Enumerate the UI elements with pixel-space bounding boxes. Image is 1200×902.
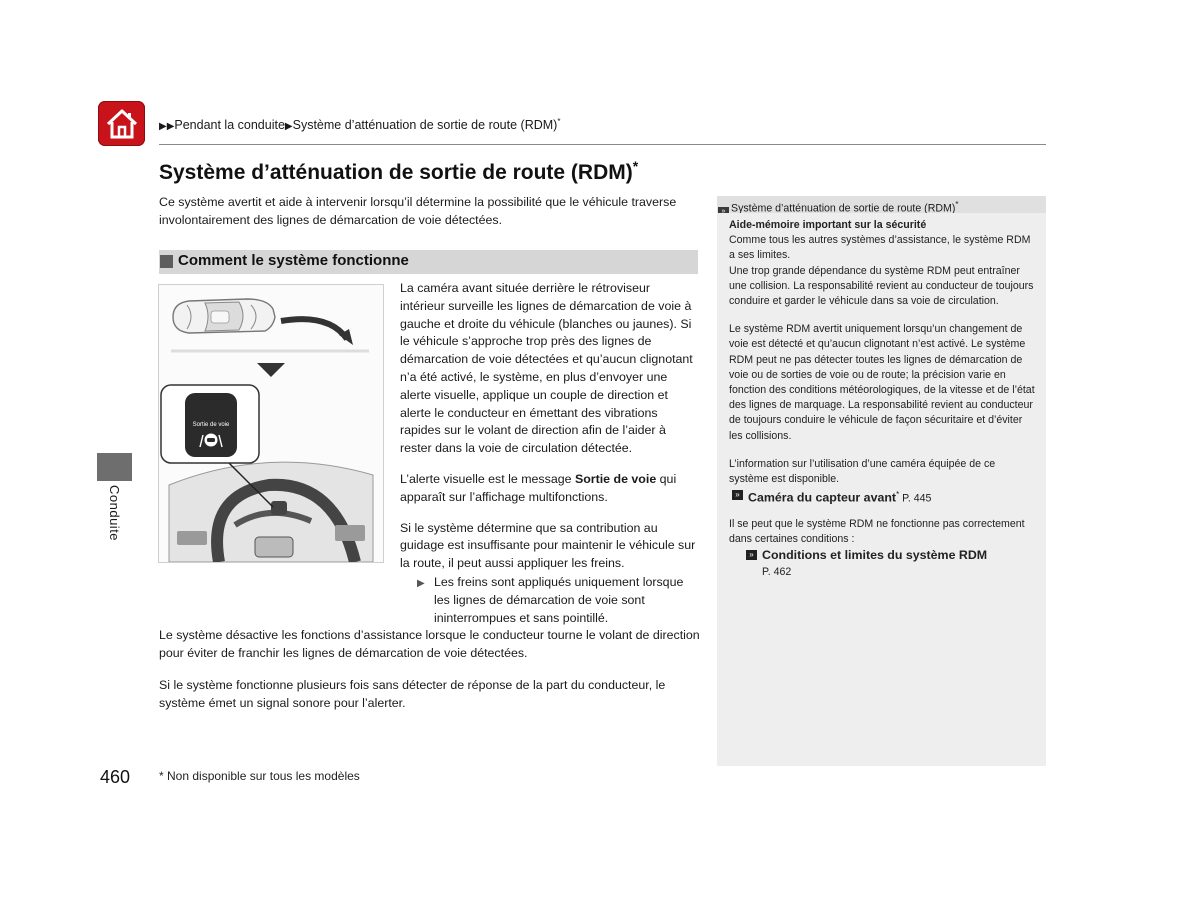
message-name: Sortie de voie xyxy=(574,471,657,486)
xref-icon: » xyxy=(732,490,743,500)
intro-paragraph: Ce système avertit et aide à intervenir lorsqu’il détermine la possibilité que le véhicule traverse involontairement des lignes de démarcation de voie détectées. xyxy=(159,195,677,227)
xref-camera-link[interactable] xyxy=(732,487,1037,507)
xref-icon: » xyxy=(718,207,729,213)
xref-camera-page[interactable]: P. 445 xyxy=(902,492,932,505)
brake-note-text: Les freins sont appliqués uniquement lorsque les lignes de démarcation de voie sont ininterrompues et sans pointillé. xyxy=(434,575,684,625)
note-arrow-icon: ▶ xyxy=(417,578,425,589)
body-paragraph-4: Le système désactive les fonctions d’assistance lorsque le conducteur tourne le volant de direction pour éviter de franchir les lignes de démarcation de voie détectées. xyxy=(159,628,700,660)
body-paragraph-2 xyxy=(400,471,698,507)
safety-text-1: Comme tous les autres systèmes d’assistance, le système RDM a ses limites. xyxy=(729,234,1031,262)
body-paragraph-1: La caméra avant située derrière le rétroviseur intérieur surveille les lignes de démarcation de voie à gauche et droite du véhicule (blanches ou jaunes). Si le véhicule s’approche trop près des lignes de démarcation de voie détectées et qu’aucun clignotant n’a été activé, le système, en plus d’envoyer une alerte visuelle, applique un couple de direction et alerte le conducteur en émettant des vibrations rapides sur le volant de direction afin de l’aider à rester dans la voie de circulation détectée. xyxy=(400,281,693,456)
rdm-illustration xyxy=(158,284,384,563)
display-text: Sortie de voie xyxy=(192,422,230,428)
sidebar-header-asterisk: * xyxy=(955,200,959,209)
body-paragraph-3: Si le système détermine que sa contribution au guidage est insuffisante pour maintenir le véhicule sur la route, il peut aussi appliquer les freins. xyxy=(400,520,696,571)
breadcrumb-arrow-icon: ▶ xyxy=(284,121,293,133)
sidebar-header xyxy=(717,196,1046,213)
header-rule xyxy=(159,144,1046,145)
xref-limits-page[interactable]: P. 462 xyxy=(762,566,792,579)
body-paragraph-2-start: L’alerte visuelle est le message xyxy=(400,471,575,486)
breadcrumb xyxy=(159,117,560,132)
page-title-asterisk: * xyxy=(632,158,639,174)
body-paragraph-2-end: qui apparaît sur l’affichage multifonctions. xyxy=(400,471,677,504)
safety-text-2: Une trop grande dépendance du système RDM peut entraîner une collision. La responsabilité revient au conducteur de toujours conduire et garder le véhicule dans sa voie de circulation. xyxy=(729,264,1034,308)
home-button[interactable] xyxy=(98,101,145,146)
section-square-icon xyxy=(160,255,173,268)
rdm-diagram xyxy=(159,285,383,562)
breadcrumb-arrow-icon: ▶▶ xyxy=(159,121,175,133)
dashboard xyxy=(169,462,373,562)
breadcrumb-item-1[interactable]: Pendant la conduite xyxy=(174,118,285,133)
breadcrumb-item-2[interactable]: Système d’atténuation de sortie de route (RDM) xyxy=(292,118,558,133)
body-paragraph-5: Si le système fonctionne plusieurs fois sans détecter de réponse de la part du conducteur, le système émet un signal sonore pour l’alerter. xyxy=(159,678,666,710)
brake-note xyxy=(417,574,699,627)
page-title xyxy=(159,158,638,185)
camera-info: L’information sur l’utilisation d’une caméra équipée de ce système est disponible. xyxy=(729,457,996,486)
breadcrumb-asterisk: * xyxy=(557,117,561,126)
xref-camera-asterisk: * xyxy=(896,490,900,500)
chapter-tab-label[interactable]: Conduite xyxy=(107,485,122,542)
body-column xyxy=(400,280,698,573)
home-icon xyxy=(105,108,139,140)
xref-camera-title[interactable]: Caméra du capteur avant xyxy=(748,490,897,505)
xref-icon: » xyxy=(746,550,757,560)
chapter-tab[interactable] xyxy=(97,453,132,481)
page-number: 460 xyxy=(100,767,131,787)
car-top-view xyxy=(173,299,275,333)
sidebar-body xyxy=(729,218,1037,580)
section-heading: Comment le système fonctionne xyxy=(178,252,409,269)
safety-title: Aide-mémoire important sur la sécurité xyxy=(729,219,927,231)
xref-limits-link[interactable] xyxy=(746,547,1037,580)
drift-arrow-icon xyxy=(281,319,347,339)
down-arrow-icon xyxy=(257,363,285,377)
xref-limits-title[interactable]: Conditions et limites du système RDM xyxy=(762,548,988,563)
warning-text: Le système RDM avertit uniquement lorsqu’un changement de voie est détecté et qu’aucun clignotant n’est activé. Le système RDM peut ne pas détecter toutes les lignes de démarcation de voie ou de sorties de voie ou de route; la précision varie en fonction des conditions météorologiques, de la vitesse et de l’état des lignes de marquage. La responsabilité revient au conducteur de toujours conduire le véhicule de façon sécuritaire et d’éviter les collisions. xyxy=(729,323,1035,442)
page-title-text: Système d’atténuation de sortie de route (RDM) xyxy=(159,161,633,184)
footnote: * Non disponible sur tous les modèles xyxy=(159,769,360,783)
limits-text: Il se peut que le système RDM ne fonctionne pas correctement dans certaines conditions : xyxy=(729,517,1025,545)
sidebar-header-text: Système d’atténuation de sortie de route (RDM) xyxy=(731,202,956,213)
